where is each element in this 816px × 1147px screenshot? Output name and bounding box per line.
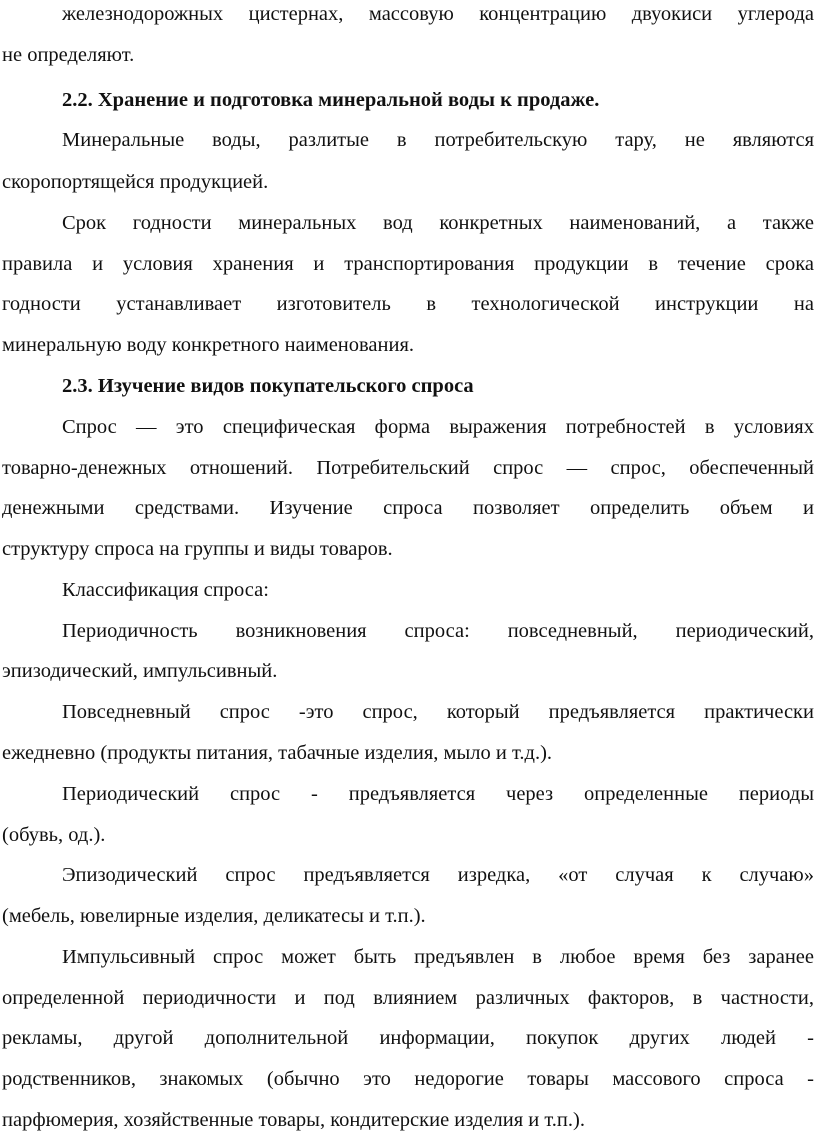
text-line: парфюмерия, хозяйственные товары, кондитерские изделия и т.п.). xyxy=(2,1109,585,1131)
text-line: Срок годности минеральных вод конкретных наименований, а также xyxy=(62,212,814,234)
text-line: Периодический спрос - предъявляется через определенные периоды xyxy=(62,783,814,805)
text-line: Периодичность возникновения спроса: повседневный, периодический, xyxy=(62,620,814,642)
text-line: структуру спроса на группы и виды товаров. xyxy=(2,538,393,560)
text-line: Повседневный спрос -это спрос, который предъявляется практически xyxy=(62,701,814,723)
text-line: годности устанавливает изготовитель в технологической инструкции на xyxy=(2,293,814,315)
text-line: (обувь, од.). xyxy=(2,824,106,846)
section-heading-2-3: 2.3. Изучение видов покупательского спроса xyxy=(62,375,474,397)
text-line: скоропортящейся продукцией. xyxy=(2,171,269,193)
text-line: ежедневно (продукты питания, табачные изделия, мыло и т.д.). xyxy=(2,742,553,764)
text-line: не определяют. xyxy=(2,44,135,66)
text-line: товарно-денежных отношений. Потребительский спрос — спрос, обеспеченный xyxy=(2,457,814,479)
text-line: рекламы, другой дополнительной информации, покупок других людей - xyxy=(2,1027,814,1049)
text-line: правила и условия хранения и транспортирования продукции в течение срока xyxy=(2,253,814,275)
text-line: Классификация спроса: xyxy=(62,579,269,601)
text-line: Импульсивный спрос может быть предъявлен в любое время без заранее xyxy=(62,946,814,968)
section-heading-2-2: 2.2. Хранение и подготовка минеральной воды к продаже. xyxy=(62,89,600,111)
text-line: эпизодический, импульсивный. xyxy=(2,660,278,682)
text-line: Спрос — это специфическая форма выражения потребностей в условиях xyxy=(62,416,814,438)
text-line: Минеральные воды, разлитые в потребительскую тару, не являются xyxy=(62,129,814,151)
text-line: железнодорожных цистернах, массовую концентрацию двуокиси углерода xyxy=(62,3,814,25)
text-line: минеральную воду конкретного наименования. xyxy=(2,334,415,356)
text-line: денежными средствами. Изучение спроса позволяет определить объем и xyxy=(2,497,814,519)
text-line: Эпизодический спрос предъявляется изредка, «от случая к случаю» xyxy=(62,864,814,886)
text-line: (мебель, ювелирные изделия, деликатесы и т.п.). xyxy=(2,905,426,927)
text-line: определенной периодичности и под влиянием различных факторов, в частности, xyxy=(2,987,814,1009)
text-line: родственников, знакомых (обычно это недорогие товары массового спроса - xyxy=(2,1068,814,1090)
